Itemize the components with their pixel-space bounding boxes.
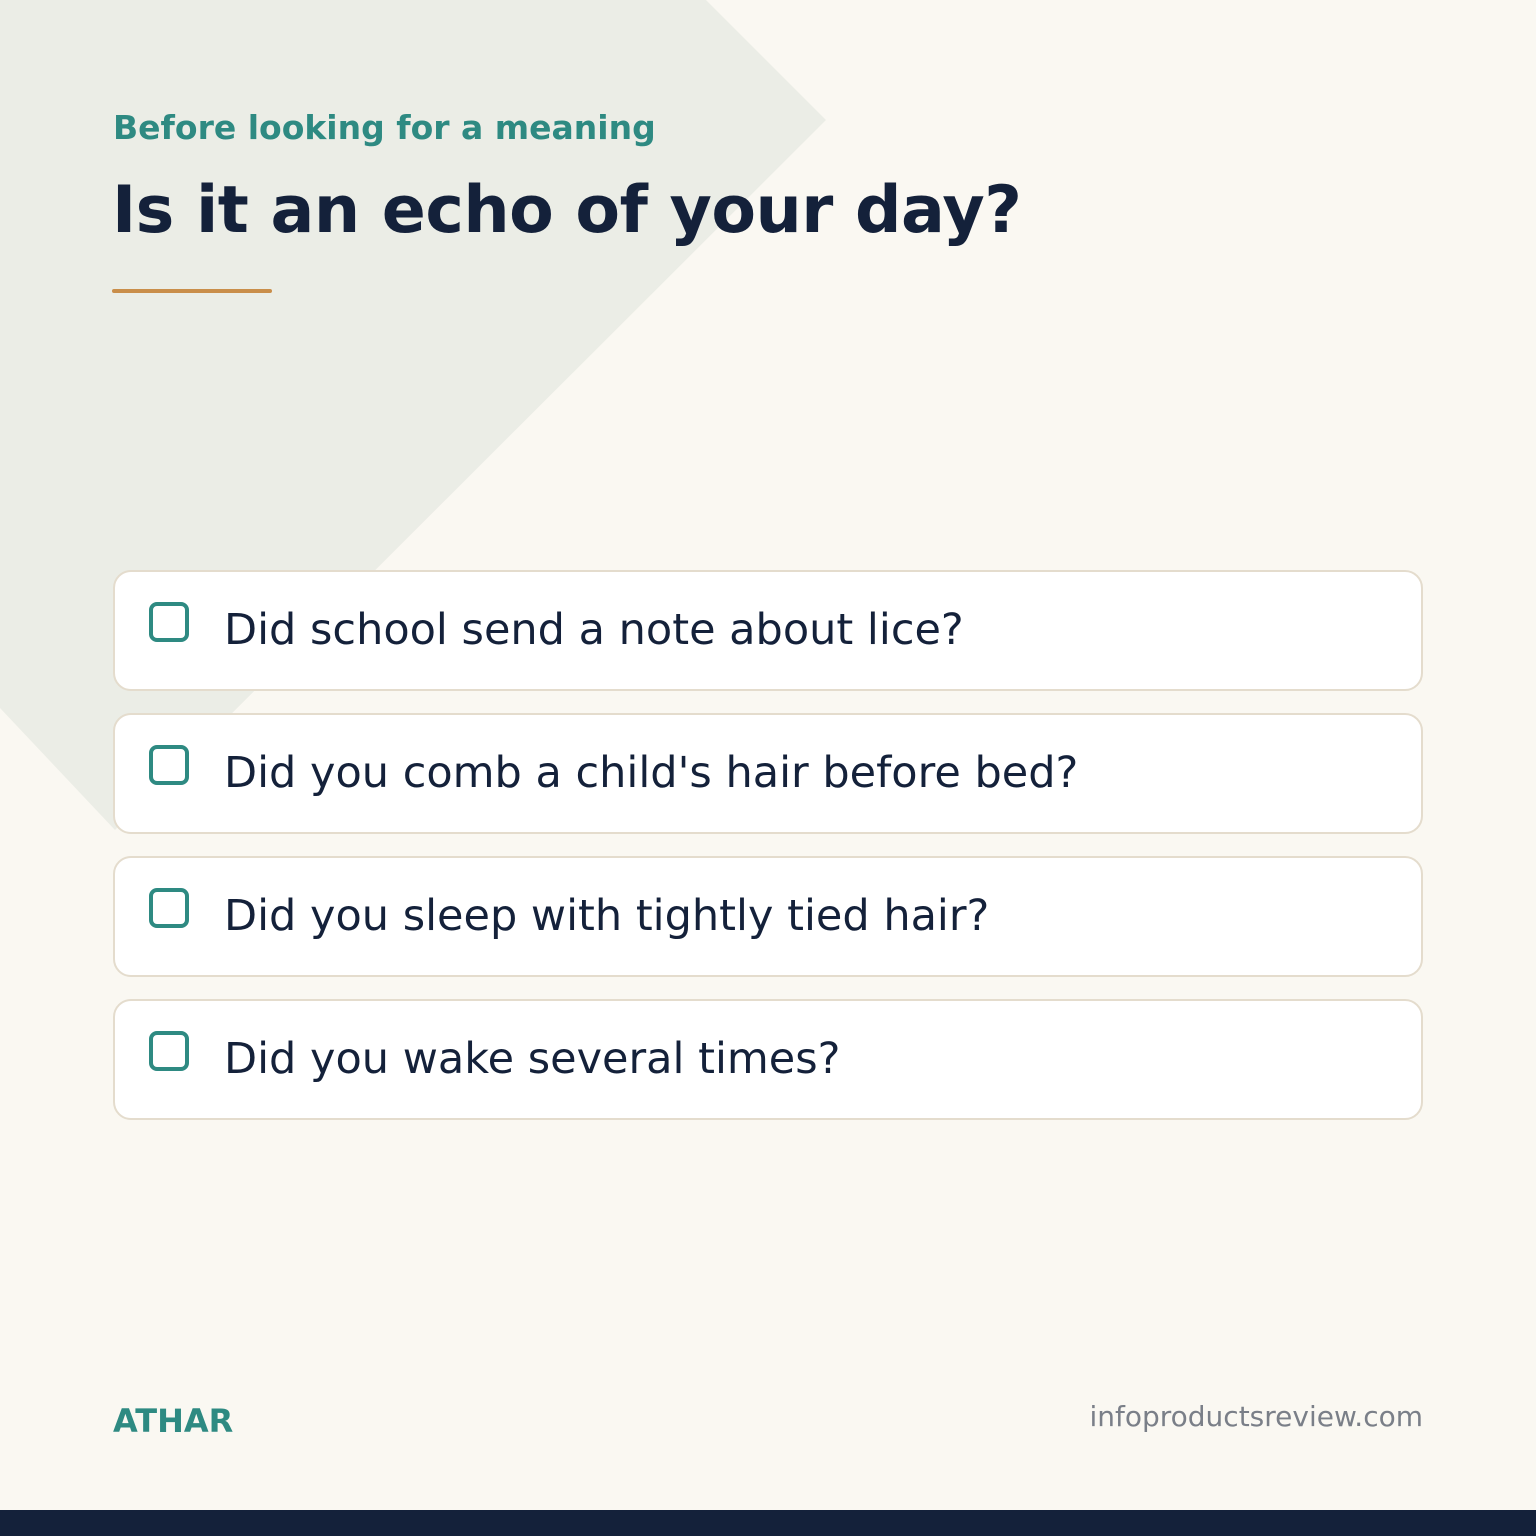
- checklist-item[interactable]: [113, 713, 1423, 834]
- checkbox[interactable]: [149, 602, 189, 642]
- checklist-item[interactable]: [113, 999, 1423, 1120]
- site-url: infoproductsreview.com: [1089, 1400, 1423, 1433]
- checkbox[interactable]: [149, 745, 189, 785]
- brand-logo-text: ATHAR: [113, 1402, 234, 1440]
- checklist: [113, 570, 1423, 1142]
- checkbox[interactable]: [149, 888, 189, 928]
- bottom-bar: [0, 1510, 1536, 1536]
- checklist-item-label: Did you wake several times?: [224, 1034, 841, 1084]
- page-title: Is it an echo of your day?: [112, 173, 1022, 248]
- checkbox[interactable]: [149, 1031, 189, 1071]
- checklist-item-label: Did you comb a child's hair before bed?: [224, 748, 1079, 798]
- eyebrow-label: Before looking for a meaning: [113, 108, 656, 147]
- checklist-item-label: Did you sleep with tightly tied hair?: [224, 891, 990, 941]
- checklist-item[interactable]: [113, 856, 1423, 977]
- title-divider: [112, 289, 272, 293]
- checklist-item[interactable]: [113, 570, 1423, 691]
- checklist-item-label: Did school send a note about lice?: [224, 605, 964, 655]
